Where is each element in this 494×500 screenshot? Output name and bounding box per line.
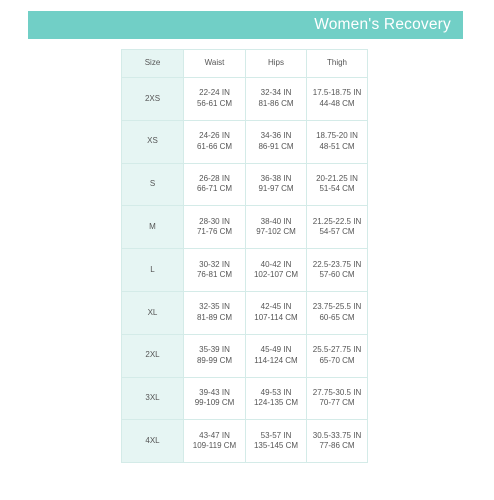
thigh-inches: 17.5-18.75 IN [312,88,362,98]
thigh-cell [307,206,368,249]
thigh-cell [307,163,368,206]
waist-cell [184,78,246,121]
waist-centimeters: 76-81 CM [196,270,233,280]
table-header [122,50,368,78]
hips-centimeters: 86-91 CM [258,141,294,151]
header-row [122,50,368,78]
waist-centimeters: 66-71 CM [196,184,233,194]
waist-centimeters: 71-76 CM [196,227,233,237]
thigh-inches: 22.5-23.75 IN [312,259,362,269]
size-label: S [122,163,184,206]
waist-cell [184,420,246,463]
hips-centimeters: 135-145 CM [253,441,299,451]
title-banner [28,11,463,39]
waist-cell [184,249,246,292]
table-row [122,78,368,121]
hips-cell [246,163,307,206]
size-label: XS [122,120,184,163]
size-label: 4XL [122,420,184,463]
hips-centimeters: 124-135 CM [253,398,299,408]
thigh-inches: 30.5-33.75 IN [312,430,362,440]
size-chart-table [121,49,368,463]
thigh-centimeters: 77-86 CM [319,441,355,451]
table-row [122,334,368,377]
hips-cell [246,291,307,334]
hips-centimeters: 107-114 CM [254,312,298,322]
thigh-centimeters: 44-48 CM [319,98,355,108]
hips-cell [246,334,307,377]
waist-centimeters: 109-119 CM [192,441,237,451]
thigh-cell [307,291,368,334]
size-label: XL [122,291,184,334]
thigh-inches: 23.75-25.5 IN [312,302,362,312]
waist-inches: 26-28 IN [199,173,230,183]
thigh-cell [307,120,368,163]
thigh-inches: 27.75-30.5 IN [312,387,362,397]
waist-centimeters: 99-109 CM [194,398,235,408]
thigh-centimeters: 51-54 CM [319,184,355,194]
table-row [122,163,368,206]
size-label: 2XS [122,78,184,121]
thigh-centimeters: 48-51 CM [319,141,355,151]
size-label: 3XL [122,377,184,420]
hips-cell [246,206,307,249]
thigh-cell [307,249,368,292]
page-title: Women's Recovery [314,16,451,33]
hips-centimeters: 81-86 CM [258,98,294,108]
waist-inches: 32-35 IN [199,302,230,312]
waist-cell [184,206,246,249]
waist-inches: 30-32 IN [199,259,230,269]
thigh-inches: 25.5-27.75 IN [312,345,362,355]
waist-inches: 39-43 IN [199,387,230,397]
size-label: M [122,206,184,249]
size-label: 2XL [122,334,184,377]
waist-cell [184,163,246,206]
waist-centimeters: 81-89 CM [196,312,233,322]
table-body [122,78,368,463]
thigh-cell [307,420,368,463]
hips-cell [246,420,307,463]
waist-centimeters: 56-61 CM [196,98,233,108]
table-row [122,120,368,163]
waist-cell [184,291,246,334]
hips-centimeters: 114-124 CM [254,355,298,365]
waist-inches: 24-26 IN [199,131,230,141]
size-label: L [122,249,184,292]
thigh-cell [307,78,368,121]
hips-centimeters: 102-107 CM [253,270,299,280]
hips-inches: 42-45 IN [260,302,292,312]
header-size: Size [122,50,184,78]
waist-cell [184,120,246,163]
thigh-inches: 18.75-20 IN [316,131,358,141]
waist-inches: 22-24 IN [199,88,230,98]
hips-inches: 45-49 IN [260,345,292,355]
hips-cell [246,377,307,420]
thigh-centimeters: 60-65 CM [319,312,355,322]
waist-cell [184,377,246,420]
table-row [122,249,368,292]
header-hips: Hips [246,50,307,78]
thigh-cell [307,334,368,377]
hips-inches: 49-53 IN [260,387,292,397]
table-row [122,291,368,334]
thigh-centimeters: 65-70 CM [319,355,355,365]
hips-cell [246,120,307,163]
hips-inches: 34-36 IN [260,131,292,141]
table-row [122,206,368,249]
hips-inches: 32-34 IN [260,88,292,98]
header-thigh: Thigh [307,50,368,78]
thigh-inches: 20-21.25 IN [316,173,358,183]
waist-inches: 43-47 IN [199,430,230,440]
hips-inches: 36-38 IN [260,173,292,183]
hips-cell [246,249,307,292]
hips-inches: 53-57 IN [260,430,292,440]
table-row [122,377,368,420]
hips-cell [246,78,307,121]
table-row [122,420,368,463]
hips-inches: 40-42 IN [260,259,292,269]
waist-centimeters: 89-99 CM [196,355,233,365]
header-waist: Waist [184,50,246,78]
waist-inches: 35-39 IN [199,345,230,355]
thigh-centimeters: 54-57 CM [319,227,355,237]
hips-inches: 38-40 IN [260,216,292,226]
waist-centimeters: 61-66 CM [196,141,233,151]
waist-inches: 28-30 IN [199,216,230,226]
thigh-cell [307,377,368,420]
waist-cell [184,334,246,377]
thigh-inches: 21.25-22.5 IN [312,216,362,226]
hips-centimeters: 91-97 CM [258,184,294,194]
thigh-centimeters: 57-60 CM [319,270,355,280]
thigh-centimeters: 70-77 CM [319,398,355,408]
hips-centimeters: 97-102 CM [256,227,296,237]
